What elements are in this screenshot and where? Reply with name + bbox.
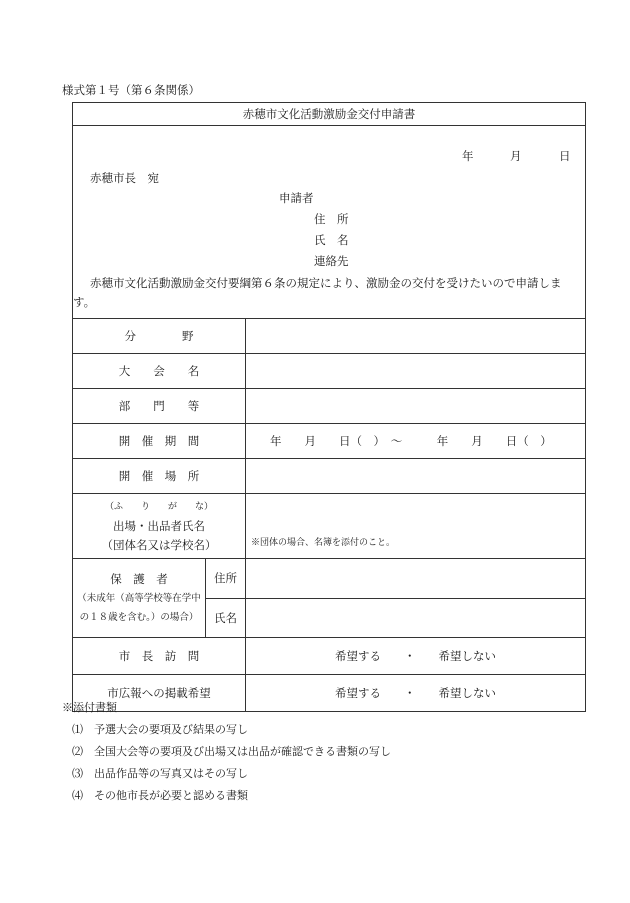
mayor-visit-label: 市 長 訪 問 (73, 638, 246, 675)
pr-listing-label: 市広報への掲載希望 (73, 675, 246, 712)
statement-line-2: す。 (73, 295, 96, 309)
attachment-item: ⑷ その他市長が必要と認める書類 (72, 789, 248, 802)
guardian-address-input[interactable] (246, 559, 586, 599)
guardian-note-1: （未成年（高等学校等在学中 (77, 592, 201, 604)
field-label: 分 野 (73, 319, 246, 354)
participant-label: 出場・出品者氏名 (113, 518, 205, 533)
guardian-address-label: 住所 (206, 559, 246, 599)
pr-listing-choice[interactable]: 希望する ・ 希望しない (246, 675, 586, 712)
attachment-item: ⑴ 予選大会の要項及び結果の写し (72, 723, 248, 736)
furigana-label: （ふ り が な） (104, 501, 213, 512)
applicant-label: 申請者 (279, 191, 314, 205)
applicant-name-label: 氏 名 (314, 233, 349, 247)
division-input[interactable] (246, 389, 586, 424)
application-form-table (72, 102, 586, 712)
period-label: 開 催 期 間 (73, 424, 246, 459)
tournament-input[interactable] (246, 354, 586, 389)
attachments-heading: ※添付書類 (62, 701, 117, 714)
attachment-item: ⑵ 全国大会等の要項及び出場又は出品が確認できる書類の写し (72, 745, 391, 758)
venue-label: 開 催 場 所 (73, 459, 246, 494)
venue-input[interactable] (246, 459, 586, 494)
attachments-section (62, 697, 391, 807)
applicant-header-section (73, 126, 586, 319)
guardian-name-label: 氏名 (206, 598, 246, 638)
form-title: 赤穂市文化活動激励金交付申請書 (73, 103, 586, 126)
guardian-name-input[interactable] (246, 598, 586, 638)
date-year: 年 (462, 149, 474, 163)
field-input[interactable] (246, 319, 586, 354)
attachment-item: ⑶ 出品作品等の写真又はその写し (72, 767, 248, 780)
applicant-contact-label: 連絡先 (314, 254, 349, 268)
group-note: ※団体の場合、名簿を添付のこと。 (251, 538, 396, 548)
tournament-label: 大 会 名 (73, 354, 246, 389)
addressee: 赤穂市長 宛 (90, 171, 159, 185)
group-label: （団体名又は学校名） (101, 537, 217, 552)
participant-label-cell (73, 494, 246, 559)
statement-line-1: 赤穂市文化活動激励金交付要綱第６条の規定により、激励金の交付を受けたいので申請しま (90, 276, 562, 290)
date-day: 日 (559, 149, 571, 163)
guardian-label: 保 護 者 (110, 571, 168, 586)
date-month: 月 (510, 149, 522, 163)
guardian-note-2: の１８歳を含む。）の場合） (79, 611, 199, 623)
mayor-visit-choice[interactable]: 希望する ・ 希望しない (246, 638, 586, 675)
form-number: 様式第１号（第６条関係） (62, 83, 200, 97)
participant-input[interactable] (246, 494, 586, 559)
period-input[interactable]: 年 月 日（ ） ～ 年 月 日（ ） (246, 424, 586, 459)
guardian-label-cell (73, 559, 206, 638)
applicant-address-label: 住 所 (314, 212, 349, 226)
division-label: 部 門 等 (73, 389, 246, 424)
